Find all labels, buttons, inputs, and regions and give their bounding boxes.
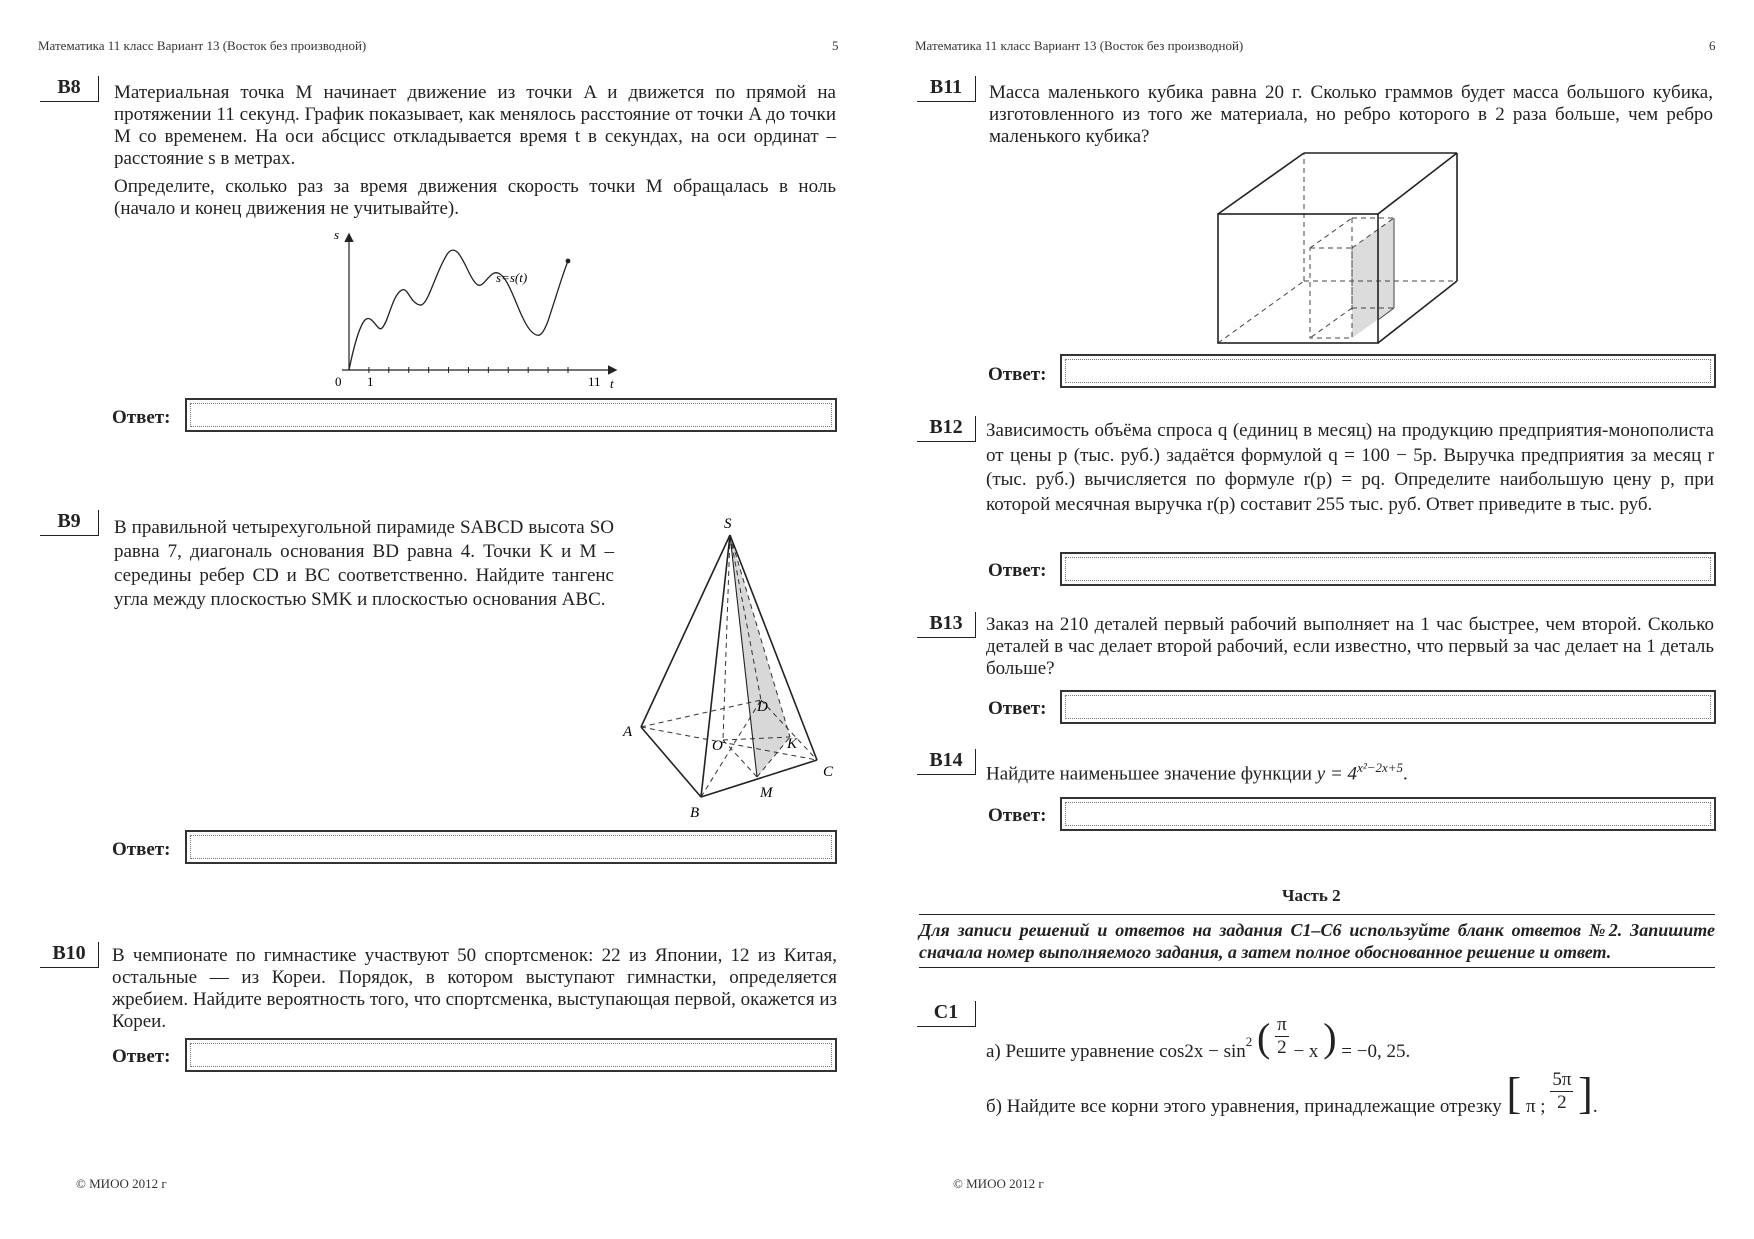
c1a-frac-num: π [1277,1014,1287,1036]
c1b-frac-num: 5π [1552,1069,1572,1091]
answer-label-b12: Ответ: [988,560,1047,581]
distance-time-graph [320,225,630,395]
answer-label-b11: Ответ: [988,364,1047,385]
curve-label: s=s(t) [496,270,528,285]
b14-func-lhs: y = 4 [1316,763,1358,785]
task-b11-text: Масса маленького кубика равна 20 г. Сколько граммов будет масса большого кубика, изготовленного из того же материала, но ребро которого в 2 раза больше, чем ребро маленького кубика? [989,82,1713,147]
b14-text-before: Найдите наименьшее значение функции [986,763,1313,785]
point-s-label: S [724,516,732,532]
c1a-frac-den: 2 [1277,1037,1287,1059]
b14-text-after: . [1403,763,1408,785]
c1a-rhs: = −0, 25. [1341,1041,1411,1062]
answer-field-b8[interactable] [185,398,837,432]
part2-title: Часть 2 [1282,886,1341,905]
page-number: 5 [832,38,839,53]
point-k-label: K [787,736,798,752]
answer-label-b13: Ответ: [988,698,1047,719]
origin-label: 0 [335,374,342,389]
task-b10-text: В чемпионате по гимнастике участвуют 50 спортсменок: 22 из Японии, 12 из Китая, остальные — из Кореи. Порядок, в котором выступают гимнастки, определяется жребием. Найдите вероятность того, что спортсменка, выступающая первой, окажется из Кореи. [112,945,837,1032]
s-axis-label: s [334,227,340,242]
answer-field-b9[interactable] [185,830,837,864]
answer-field-b12[interactable] [1060,552,1716,586]
task-tag-b8: B8 [40,76,99,102]
point-m-label: M [760,785,773,801]
c1b-frac-den: 2 [1557,1092,1567,1114]
c1b-prefix: б) Найдите все корни этого уравнения, принадлежащие отрезку [986,1096,1502,1117]
page-footer: © МИОО 2012 г [953,1176,1044,1191]
page-footer: © МИОО 2012 г [76,1176,167,1191]
right-page [877,0,1754,1239]
task-b13-text: Заказ на 210 деталей первый рабочий выполняет на 1 час быстрее, чем второй. Сколько деталей в час делает второй рабочий, если известно, что первый за час делает на 1 деталь больше? [986,614,1714,679]
distance-curve [349,250,568,370]
task-tag-b9: B9 [40,510,99,536]
curve-end-point [566,259,571,264]
task-b14-text [986,760,1408,785]
answer-field-b13[interactable] [1060,690,1716,724]
page-header: Математика 11 класс Вариант 13 (Восток без производной) [915,38,1244,53]
task-b8-text [114,82,836,220]
c1a-square: 2 [1245,1033,1253,1049]
task-tag-b13: B13 [917,612,976,638]
task-c1-part-a: а) Решите уравнение $\cos 2x - \sin^2$ ( $\frac{\pi}{2}$ − x ) = −0, 25. [986,1014,1411,1062]
point-o-label: O [712,738,723,754]
task-b8-paragraph-2: Определите, сколько раз за время движения скорость точки M обращалась в ноль (начало и конец движения не учитывайте). [114,176,836,219]
t-axis-label: t [610,376,614,391]
task-c1-part-b: б) Найдите все корни этого уравнения, принадлежащие отрезку [ π ; $\frac{5\pi}{2}$ ]. [986,1069,1598,1118]
b14-func-exponent: x²−2x+5 [1357,760,1404,775]
page-header: Математика 11 класс Вариант 13 (Восток без производной) [38,38,367,53]
answer-field-b10[interactable] [185,1038,837,1072]
answer-field-b11[interactable] [1060,354,1716,388]
answer-field-b14[interactable] [1060,797,1716,831]
cubes-figure [1217,148,1477,353]
smk-section-shading [730,535,790,777]
task-tag-c1: C1 [917,1001,976,1027]
task-b8-paragraph-1: Материальная точка M начинает движение из точки A и движется по прямой на протяжении 11 секунд. График показывает, как менялось расстояние от точки A до точки M со временем. На оси абсцисс откладывается время t в секундах, на оси ординат – расстояние s в метрах. [114,82,836,169]
answer-label-b10: Ответ: [112,1046,171,1067]
c1b-left-bound: π ; [1525,1096,1546,1117]
pyramid-figure [615,510,855,830]
task-tag-b11: B11 [917,76,976,102]
task-tag-b14: B14 [917,749,976,775]
answer-label-b9: Ответ: [112,839,171,860]
c1a-prefix: а) Решите уравнение cos2x − sin [986,1041,1246,1062]
point-a-label: A [623,724,633,740]
answer-label-b14: Ответ: [988,805,1047,826]
c1b-end: . [1592,1096,1598,1117]
c1a-middle: − x [1293,1041,1319,1062]
tick-label-11: 11 [588,374,601,389]
page-number: 6 [1709,38,1716,53]
task-b9-text: В правильной четырехугольной пирамиде SABCD высота SO равна 7, диагональ основания BD равна 4. Точки K и M – середины ребер CD и BC соответственно. Найдите тангенс угла между плоскостью SMK и плоскостью основания ABC. [114,517,614,610]
task-tag-b12: B12 [917,416,976,442]
answer-label-b8: Ответ: [112,407,171,428]
point-d-label: D [757,699,768,715]
task-b12-text: Зависимость объёма спроса q (единиц в месяц) на продукцию предприятия-монополиста от цены p (тыс. руб.) задаётся формулой q = 100 − 5p. Выручка предприятия за месяц r (тыс. руб.) вычисляется по формуле r(p) = pq. Определите наибольшую цену p, при которой месячная выручка r(p) составит 255 тыс. руб. Ответ приведите в тыс. руб. [986,420,1714,515]
point-c-label: C [823,764,834,780]
task-tag-b10: B10 [40,942,99,968]
point-b-label: B [690,805,700,821]
tick-label-1: 1 [367,374,374,389]
part2-instruction: Для записи решений и ответов на задания С1–С6 используйте бланк ответов №2. Запишите сначала номер выполняемого задания, а затем полное обоснованное решение и ответ. [919,914,1715,968]
